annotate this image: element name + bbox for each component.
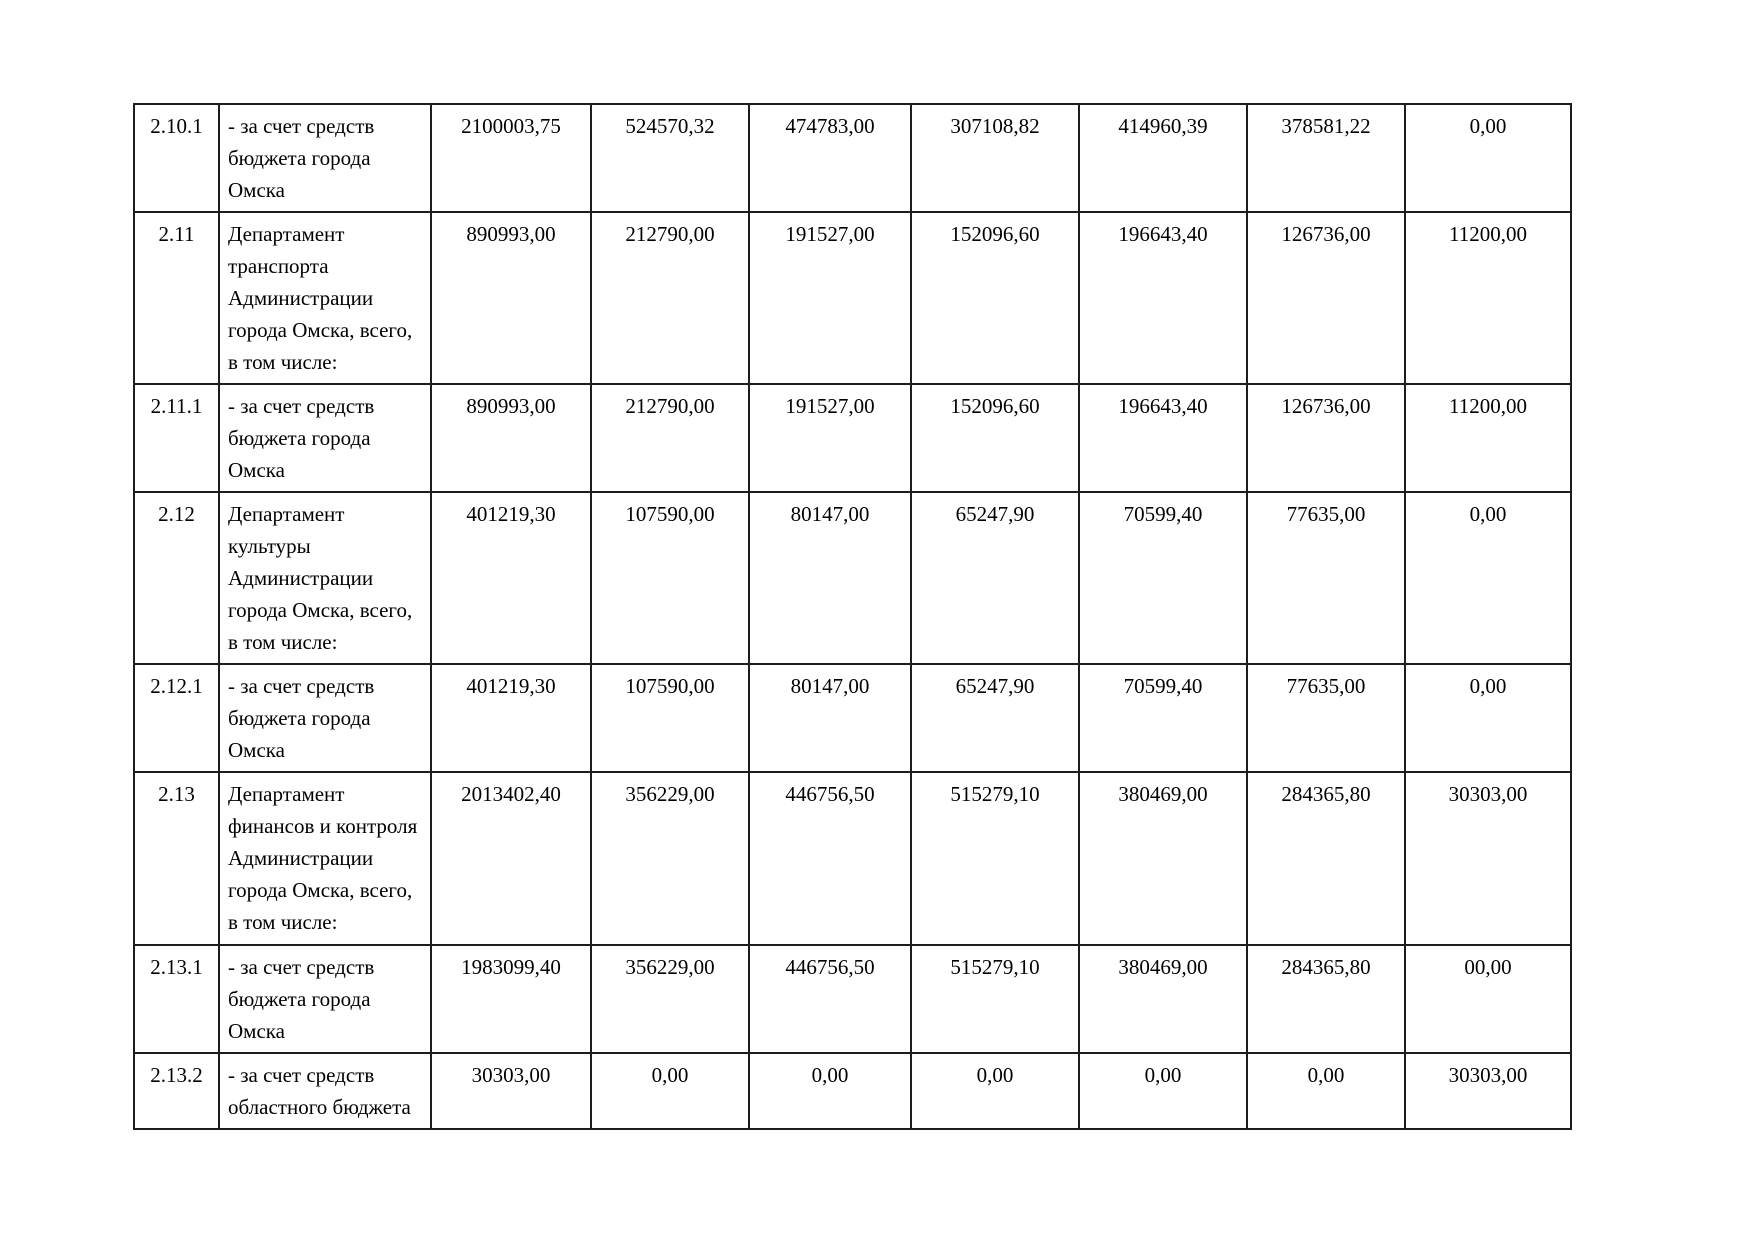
value-cell: 890993,00 xyxy=(431,384,591,492)
value-cell: 30303,00 xyxy=(431,1053,591,1129)
table-row xyxy=(134,772,1571,945)
value-cell: 0,00 xyxy=(1079,1053,1247,1129)
value-cell: 77635,00 xyxy=(1247,664,1405,772)
value-cell: 152096,60 xyxy=(911,212,1079,384)
value-cell: 77635,00 xyxy=(1247,492,1405,664)
value-cell: 212790,00 xyxy=(591,384,749,492)
value-cell: 515279,10 xyxy=(911,945,1079,1053)
value-cell: 65247,90 xyxy=(911,664,1079,772)
value-cell: 70599,40 xyxy=(1079,664,1247,772)
value-cell: 446756,50 xyxy=(749,945,911,1053)
value-cell: 307108,82 xyxy=(911,104,1079,212)
row-number-cell: 2.10.1 xyxy=(134,104,219,212)
value-cell: 474783,00 xyxy=(749,104,911,212)
table-row xyxy=(134,945,1571,1053)
value-cell: 191527,00 xyxy=(749,212,911,384)
value-cell: 0,00 xyxy=(1405,664,1571,772)
value-cell: 380469,00 xyxy=(1079,945,1247,1053)
description-cell: - за счет средств областного бюджета xyxy=(219,1053,431,1129)
value-cell: 380469,00 xyxy=(1079,772,1247,945)
table-row xyxy=(134,104,1571,212)
value-cell: 107590,00 xyxy=(591,664,749,772)
value-cell: 126736,00 xyxy=(1247,212,1405,384)
value-cell: 284365,80 xyxy=(1247,945,1405,1053)
value-cell: 212790,00 xyxy=(591,212,749,384)
value-cell: 0,00 xyxy=(1405,104,1571,212)
value-cell: 65247,90 xyxy=(911,492,1079,664)
value-cell: 401219,30 xyxy=(431,492,591,664)
value-cell: 2100003,75 xyxy=(431,104,591,212)
value-cell: 284365,80 xyxy=(1247,772,1405,945)
row-number-cell: 2.12.1 xyxy=(134,664,219,772)
value-cell: 11200,00 xyxy=(1405,212,1571,384)
row-number-cell: 2.11.1 xyxy=(134,384,219,492)
description-cell: - за счет средств бюджета города Омска xyxy=(219,104,431,212)
value-cell: 196643,40 xyxy=(1079,212,1247,384)
value-cell: 0,00 xyxy=(911,1053,1079,1129)
value-cell: 524570,32 xyxy=(591,104,749,212)
value-cell: 378581,22 xyxy=(1247,104,1405,212)
value-cell: 356229,00 xyxy=(591,772,749,945)
table-row xyxy=(134,1053,1571,1129)
description-cell: Департамент финансов и контроля Администрации города Омска, всего, в том числе: xyxy=(219,772,431,945)
table-row xyxy=(134,492,1571,664)
value-cell: 890993,00 xyxy=(431,212,591,384)
row-number-cell: 2.13 xyxy=(134,772,219,945)
value-cell: 401219,30 xyxy=(431,664,591,772)
description-cell: - за счет средств бюджета города Омска xyxy=(219,384,431,492)
value-cell: 107590,00 xyxy=(591,492,749,664)
value-cell: 515279,10 xyxy=(911,772,1079,945)
value-cell: 70599,40 xyxy=(1079,492,1247,664)
value-cell: 11200,00 xyxy=(1405,384,1571,492)
row-number-cell: 2.13.1 xyxy=(134,945,219,1053)
value-cell: 191527,00 xyxy=(749,384,911,492)
value-cell: 414960,39 xyxy=(1079,104,1247,212)
value-cell: 1983099,40 xyxy=(431,945,591,1053)
value-cell: 30303,00 xyxy=(1405,1053,1571,1129)
value-cell: 2013402,40 xyxy=(431,772,591,945)
description-cell: Департамент культуры Администрации города Омска, всего, в том числе: xyxy=(219,492,431,664)
value-cell: 80147,00 xyxy=(749,664,911,772)
value-cell: 30303,00 xyxy=(1405,772,1571,945)
value-cell: 152096,60 xyxy=(911,384,1079,492)
row-number-cell: 2.11 xyxy=(134,212,219,384)
value-cell: 356229,00 xyxy=(591,945,749,1053)
description-cell: Департамент транспорта Администрации города Омска, всего, в том числе: xyxy=(219,212,431,384)
table-row xyxy=(134,212,1571,384)
value-cell: 0,00 xyxy=(1405,492,1571,664)
value-cell: 0,00 xyxy=(591,1053,749,1129)
description-cell: - за счет средств бюджета города Омска xyxy=(219,664,431,772)
value-cell: 126736,00 xyxy=(1247,384,1405,492)
description-cell: - за счет средств бюджета города Омска xyxy=(219,945,431,1053)
value-cell: 0,00 xyxy=(1247,1053,1405,1129)
value-cell: 0,00 xyxy=(749,1053,911,1129)
value-cell: 00,00 xyxy=(1405,945,1571,1053)
table-row xyxy=(134,384,1571,492)
value-cell: 80147,00 xyxy=(749,492,911,664)
value-cell: 196643,40 xyxy=(1079,384,1247,492)
value-cell: 446756,50 xyxy=(749,772,911,945)
table-row xyxy=(134,664,1571,772)
budget-table xyxy=(133,103,1572,1130)
row-number-cell: 2.13.2 xyxy=(134,1053,219,1129)
row-number-cell: 2.12 xyxy=(134,492,219,664)
